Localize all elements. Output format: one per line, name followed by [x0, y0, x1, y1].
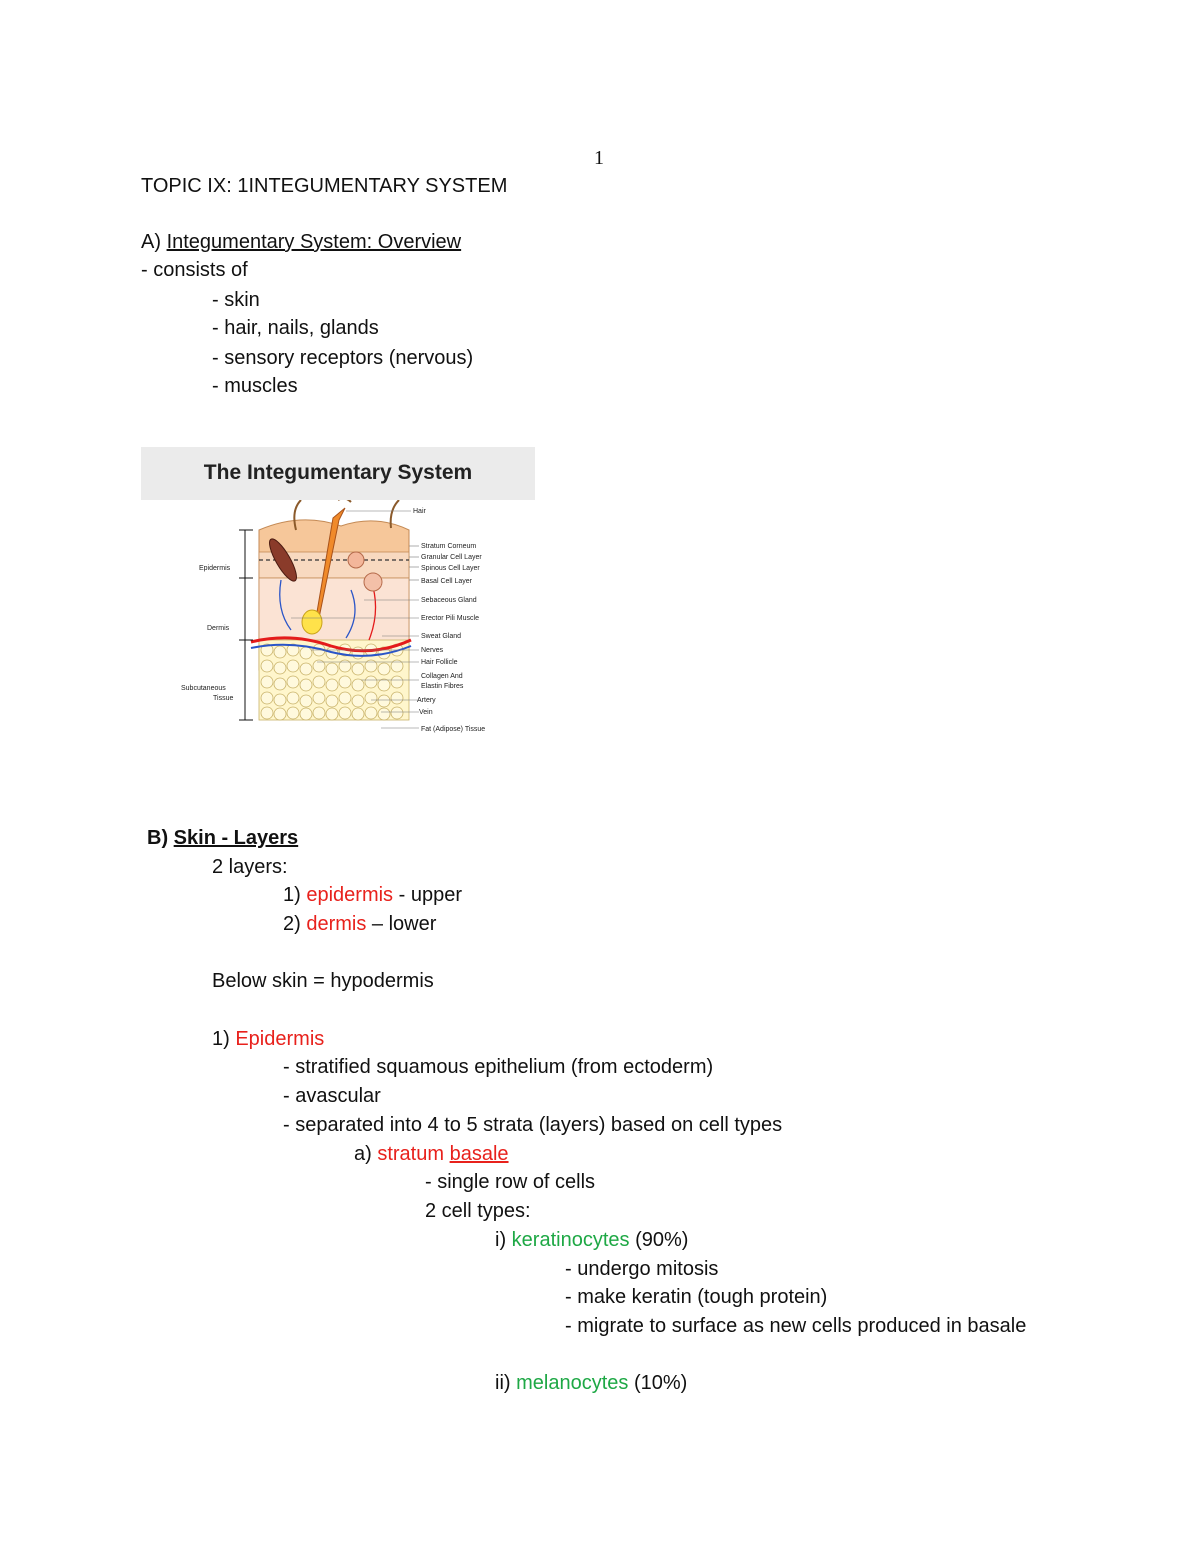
section-a-heading — [141, 230, 461, 254]
label-basal-layer: Basal Cell Layer — [421, 578, 472, 585]
list-item: - skin — [212, 289, 260, 311]
figure-title: The Integumentary System — [203, 461, 473, 484]
layer-item-2 — [283, 912, 436, 936]
page-number: 1 — [594, 147, 604, 169]
term-keratinocytes: keratinocytes — [511, 1229, 630, 1251]
list-item: - single row of cells — [425, 1171, 596, 1193]
layer-item-1 — [283, 883, 462, 907]
term-melanocytes: melanocytes — [516, 1372, 629, 1394]
label-granular-layer: Granular Cell Layer — [421, 554, 482, 561]
list-item: - undergo mitosis — [565, 1258, 719, 1280]
section-b-title: Skin - Layers — [173, 827, 299, 849]
keratinocytes-heading — [495, 1228, 688, 1252]
label-spinous-layer: Spinous Cell Layer — [421, 565, 480, 572]
list-item: - separated into 4 to 5 strata (layers) based on cell types — [283, 1114, 783, 1136]
list-item: - make keratin (tough protein) — [565, 1286, 828, 1308]
label-tissue: Tissue — [213, 695, 234, 702]
melano-prefix: ii) — [495, 1372, 517, 1394]
layers-intro: 2 layers: — [212, 856, 288, 878]
list-item: - avascular — [283, 1085, 381, 1107]
term-dermis: dermis — [306, 913, 367, 935]
list-item: - muscles — [212, 375, 298, 397]
list-item: - migrate to surface as new cells produced in basale — [565, 1315, 1027, 1337]
skin-cross-section-illustration — [141, 500, 535, 742]
label-sweat-gland: Sweat Gland — [421, 633, 462, 640]
label-elastin: Elastin Fibres — [421, 683, 464, 690]
label-fat-tissue: Fat (Adipose) Tissue — [421, 726, 486, 733]
label-sebaceous-gland: Sebaceous Gland — [421, 597, 477, 604]
label-hair: Hair — [413, 508, 426, 515]
label-erector-pili: Erector Pili Muscle — [421, 615, 479, 622]
label-vein: Vein — [419, 709, 433, 716]
label-stratum-corneum: Stratum Corneum — [421, 543, 477, 550]
list-item: - stratified squamous epithelium (from ectoderm) — [283, 1056, 714, 1078]
section-a-prefix: A) — [141, 231, 167, 253]
label-dermis: Dermis — [207, 625, 230, 632]
kerat-pct: (90%) — [629, 1229, 689, 1251]
layer1-desc: - upper — [393, 884, 462, 906]
epidermis-heading — [212, 1027, 324, 1051]
section-b-heading — [147, 826, 298, 850]
below-skin-note: Below skin = hypodermis — [212, 970, 434, 992]
stratum-basale-heading — [354, 1142, 509, 1166]
layer2-num: 2) — [283, 913, 307, 935]
list-item: - hair, nails, glands — [212, 317, 379, 339]
list-item: - sensory receptors (nervous) — [212, 347, 474, 369]
label-nerves: Nerves — [421, 647, 444, 654]
term-stratum: stratum — [377, 1143, 450, 1165]
label-artery: Artery — [417, 697, 436, 704]
layer2-desc: – lower — [366, 913, 437, 935]
label-epidermis: Epidermis — [199, 565, 231, 572]
term-basale: basale — [449, 1143, 509, 1165]
topic-title: TOPIC IX: 1INTEGUMENTARY SYSTEM — [141, 175, 508, 197]
melano-pct: (10%) — [628, 1372, 688, 1394]
section-a-intro: - consists of — [141, 259, 248, 281]
term-epidermis: epidermis — [306, 884, 394, 906]
label-collagen: Collagen And — [421, 673, 463, 680]
layer1-num: 1) — [283, 884, 307, 906]
integumentary-figure — [141, 447, 535, 742]
section-a-title: Integumentary System: Overview — [166, 231, 462, 253]
label-hair-follicle: Hair Follicle — [421, 659, 458, 666]
kerat-prefix: i) — [495, 1229, 512, 1251]
label-subcutaneous: Subcutaneous — [181, 685, 226, 692]
basale-prefix: a) — [354, 1143, 378, 1165]
list-item: 2 cell types: — [425, 1200, 531, 1222]
term-epidermis-heading: Epidermis — [235, 1028, 325, 1050]
melanocytes-heading — [495, 1371, 687, 1395]
section-b-prefix: B) — [147, 827, 174, 849]
epidermis-num: 1) — [212, 1028, 236, 1050]
